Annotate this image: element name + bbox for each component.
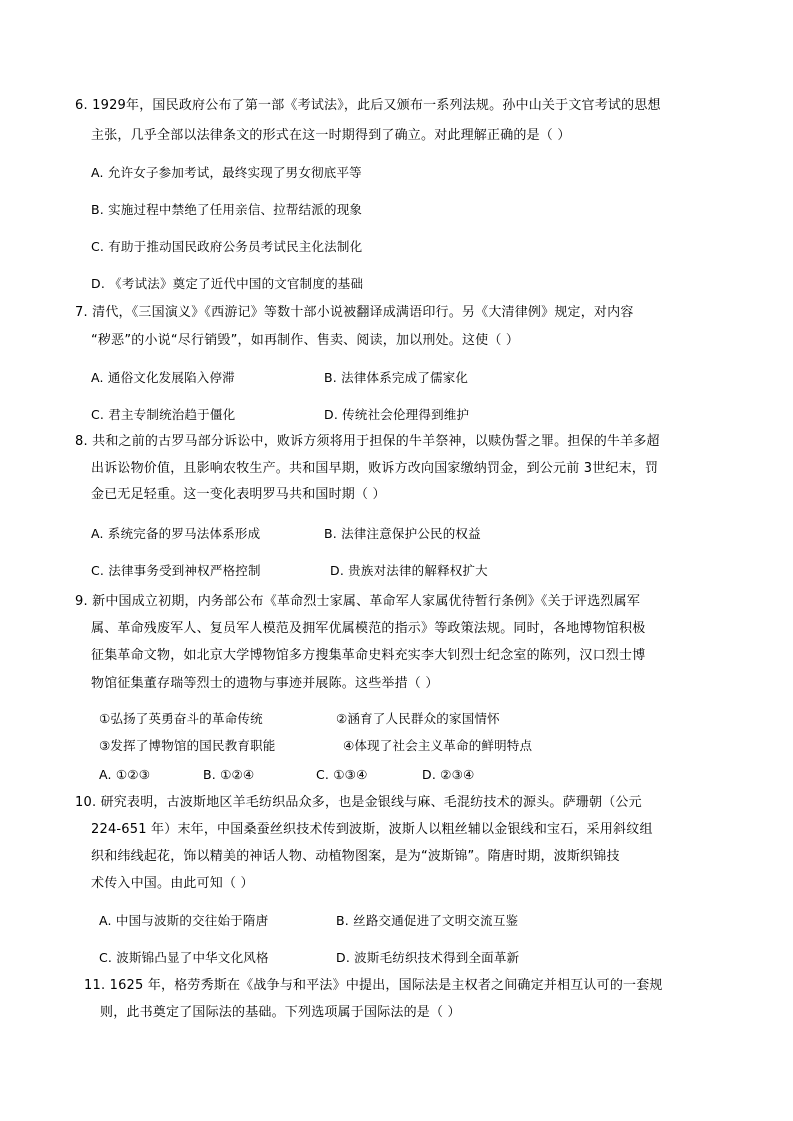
- question-9-statement-2: ②涵育了人民群众的家国情怀: [336, 711, 500, 726]
- question-11-line-2: 则，此书奠定了国际法的基础。下列选项属于国际法的是（ ）: [100, 1005, 461, 1020]
- question-8-option-c: C. 法律事务受到神权严格控制: [91, 563, 261, 578]
- question-9-option-a: A. ①②③: [99, 767, 151, 782]
- question-6-line-2: 主张，几乎全部以法律条文的形式在这一时期得到了确立。对此理解正确的是（ ）: [91, 128, 571, 143]
- question-8-option-b: B. 法律注意保护公民的权益: [324, 526, 481, 541]
- question-7-option-d: D. 传统社会伦理得到维护: [324, 407, 470, 422]
- question-10-option-d: D. 波斯毛纺织技术得到全面革新: [336, 950, 520, 965]
- question-6-line-1: 6. 1929年，国民政府公布了第一部《考试法》，此后又颁布一系列法规。孙中山关于文官考试的思想: [75, 98, 661, 113]
- question-9-line-1: 9. 新中国成立初期，内务部公布《革命烈士家属、革命军人家属优待暂行条例》《关于评选烈属军: [75, 594, 641, 609]
- question-6-option-a: A. 允许女子参加考试，最终实现了男女彻底平等: [91, 165, 362, 180]
- question-8-option-d: D. 贵族对法律的解释权扩大: [330, 563, 488, 578]
- question-9-option-c: C. ①③④: [316, 767, 368, 782]
- question-9-line-2: 属、革命残废军人、复员军人模范及拥军优属模范的指示》等政策法规。同时，各地博物馆积极: [91, 621, 646, 636]
- question-10-option-c: C. 波斯锦凸显了中华文化风格: [99, 950, 269, 965]
- question-10-line-4: 术传入中国。由此可知（ ）: [91, 876, 254, 891]
- question-9-option-d: D. ②③④: [422, 767, 475, 782]
- question-9-line-4: 物馆征集董存瑞等烈士的遗物与事迹并展陈。这些举措（ ）: [91, 676, 439, 691]
- question-8-line-2: 出诉讼物价值，且影响农牧生产。共和国早期，败诉方改向国家缴纳罚金，到公元前 3世纪末，罚: [91, 461, 659, 476]
- question-9-statement-3: ③发挥了博物馆的国民教育职能: [99, 738, 276, 753]
- question-7-line-2: “秽恶”的小说“尽行销毁”，如再制作、售卖、阅读，加以刑处。这使（ ）: [91, 333, 520, 348]
- question-9-statement-1: ①弘扬了英勇奋斗的革命传统: [99, 711, 263, 726]
- question-10-option-b: B. 丝路交通促进了文明交流互鉴: [336, 913, 519, 928]
- question-8-line-3: 金已无足轻重。这一变化表明罗马共和国时期（ ）: [91, 487, 386, 502]
- question-10-line-2: 224-651 年）末年，中国桑蚕丝织技术传到波斯，波斯人以粗丝辅以金银线和宝石，采用斜纹组: [91, 822, 653, 837]
- question-9-option-b: B. ①②④: [203, 767, 255, 782]
- question-10-line-3: 织和纬线起花，饰以精美的神话人物、动植物图案，是为“波斯锦”。隋唐时期，波斯织锦技: [91, 849, 620, 864]
- question-6-option-b: B. 实施过程中禁绝了任用亲信、拉帮结派的现象: [91, 202, 363, 217]
- question-7-option-c: C. 君主专制统治趋于僵化: [91, 407, 236, 422]
- question-10-option-a: A. 中国与波斯的交往始于隋唐: [99, 913, 269, 928]
- question-8-line-1: 8. 共和之前的古罗马部分诉讼中，败诉方须将用于担保的牛羊祭神，以赎伪誓之罪。担保的牛羊多超: [75, 434, 660, 449]
- question-6-option-d: D. 《考试法》奠定了近代中国的文官制度的基础: [91, 276, 364, 291]
- question-7-option-a: A. 通俗文化发展陷入停滞: [91, 370, 235, 385]
- question-8-option-a: A. 系统完备的罗马法体系形成: [91, 526, 261, 541]
- question-11-line-1: 11. 1625 年，格劳秀斯在《战争与和平法》中提出，国际法是主权者之间确定并相互认可的一套规: [84, 978, 663, 993]
- question-9-statement-4: ④体现了社会主义革命的鲜明特点: [343, 738, 533, 753]
- question-6-option-c: C. 有助于推动国民政府公务员考试民主化法制化: [91, 239, 363, 254]
- question-7-line-1: 7. 清代，《三国演义》《西游记》等数十部小说被翻译成满语印行。另《大清律例》规定，对内容: [75, 305, 634, 320]
- question-9-line-3: 征集革命文物，如北京大学博物馆多方搜集革命史料充实李大钊烈士纪念室的陈列，汉口烈士博: [91, 648, 646, 663]
- question-10-line-1: 10. 研究表明，古波斯地区羊毛纺织品众多，也是金银线与麻、毛混纺技术的源头。萨珊朝（公元: [75, 795, 642, 810]
- question-7-option-b: B. 法律体系完成了儒家化: [324, 370, 469, 385]
